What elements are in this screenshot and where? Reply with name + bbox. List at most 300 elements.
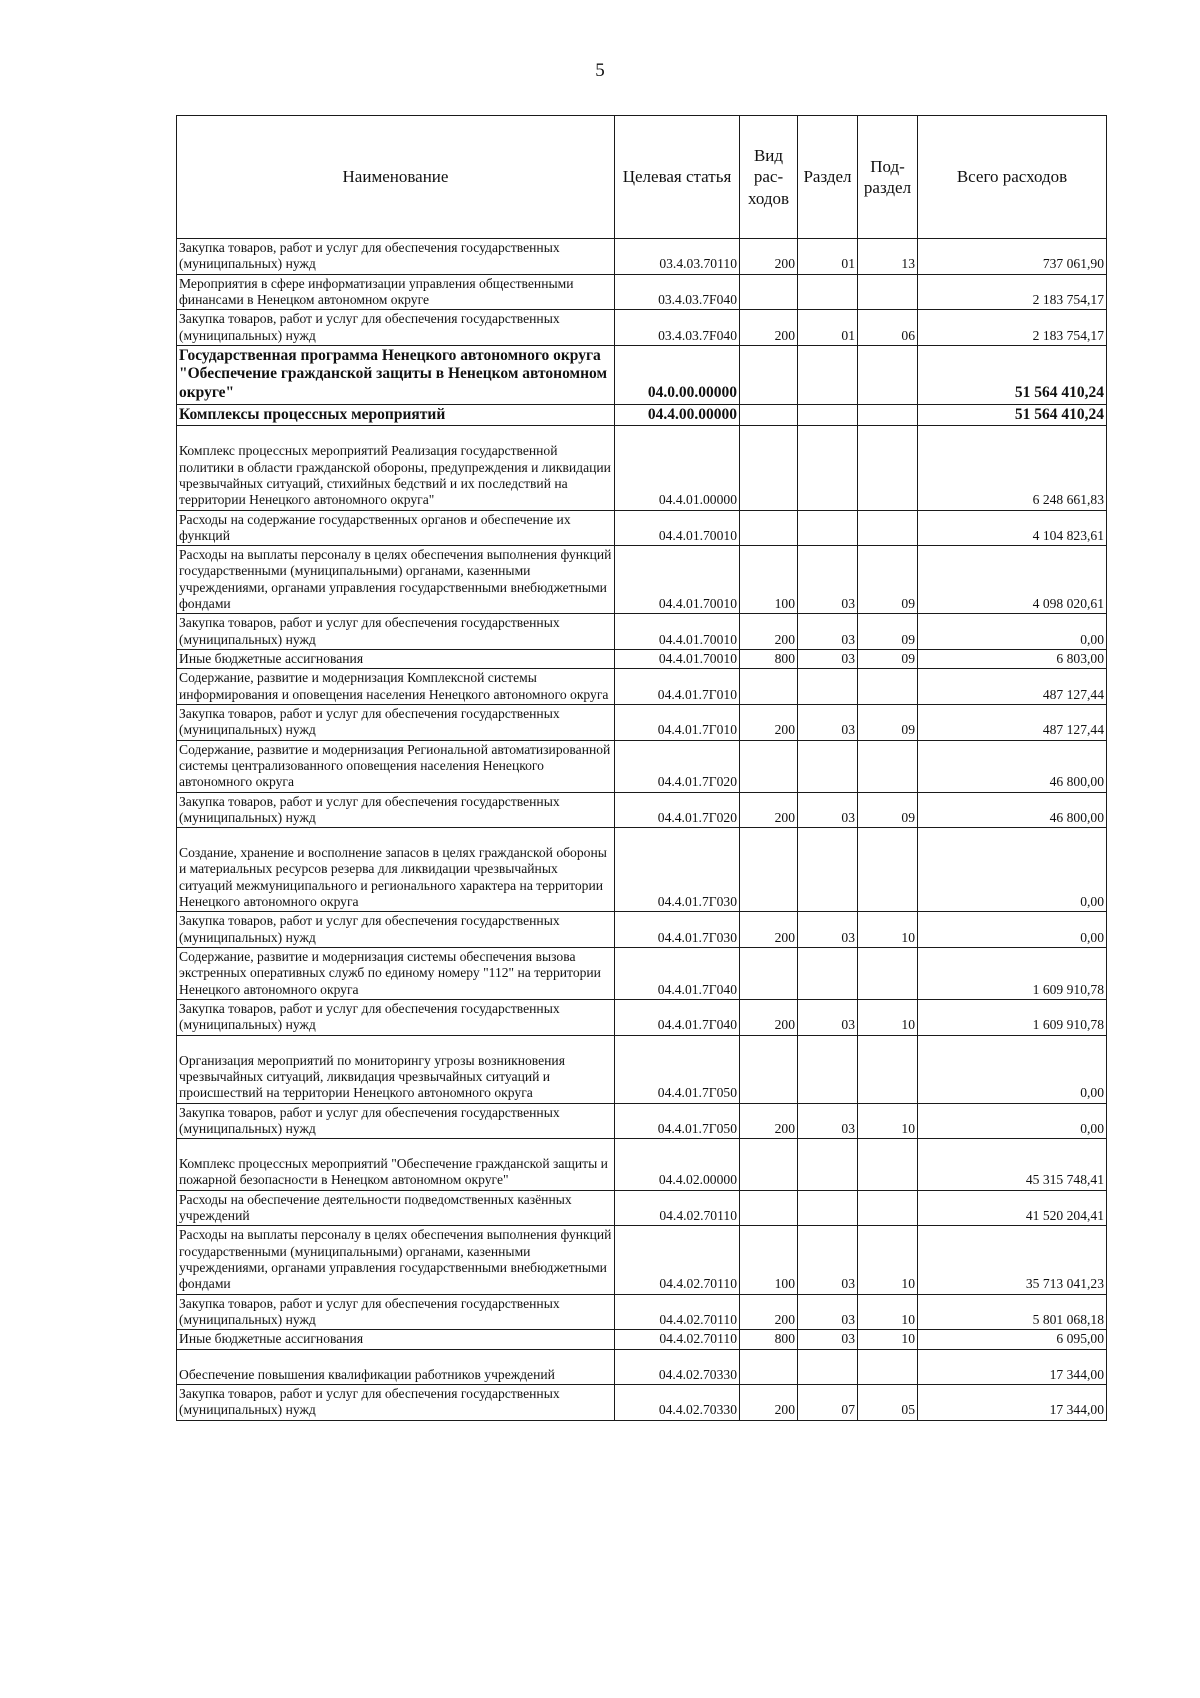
- cell-name: [177, 510, 615, 546]
- cell-target-article: [615, 1294, 740, 1330]
- cell-target-article-text: 04.4.01.7Г050: [657, 1120, 737, 1136]
- cell-section: [798, 1103, 858, 1139]
- cell-total: [918, 274, 1107, 310]
- table-row: [177, 999, 1107, 1035]
- cell-name-text: Комплекс процессных мероприятий "Обеспечение гражданской защиты и пожарной безопасности в Ненецком автономном округе": [179, 1156, 608, 1188]
- cell-subsection-text: 10: [901, 1017, 915, 1033]
- cell-name: [177, 948, 615, 1000]
- cell-target-article-text: 04.4.01.7Г020: [657, 774, 737, 790]
- cell-target-article-text: 04.4.01.7Г010: [657, 722, 737, 738]
- cell-subsection-text: 06: [901, 327, 915, 343]
- cell-expense-kind: [740, 792, 798, 828]
- table-row: [177, 546, 1107, 614]
- cell-target-article: [615, 792, 740, 828]
- cell-total-text: 2 183 754,17: [1032, 327, 1104, 343]
- cell-section: [798, 1384, 858, 1420]
- cell-total: [918, 1190, 1107, 1226]
- cell-expense-kind: [740, 948, 798, 1000]
- cell-total: [918, 740, 1107, 792]
- cell-name-text: Закупка товаров, работ и услуг для обеспечения государственных (муниципальных) нужд: [179, 240, 560, 272]
- cell-name: [177, 1294, 615, 1330]
- cell-expense-kind: [740, 1330, 798, 1349]
- cell-total: [918, 345, 1107, 404]
- cell-target-article-text: 04.4.01.70010: [658, 631, 737, 647]
- cell-target-article-text: 04.4.02.70110: [659, 1276, 737, 1292]
- cell-target-article-text: 04.4.02.70110: [659, 1208, 737, 1224]
- cell-target-article-text: 04.4.01.70010: [658, 596, 737, 612]
- cell-name-text: Закупка товаров, работ и услуг для обеспечения государственных (муниципальных) нужд: [179, 615, 560, 647]
- cell-total-text: 17 344,00: [1049, 1366, 1104, 1382]
- cell-subsection: [858, 650, 918, 669]
- cell-subsection: [858, 614, 918, 650]
- cell-name: [177, 1103, 615, 1139]
- cell-target-article: [615, 274, 740, 310]
- cell-target-article: [615, 614, 740, 650]
- cell-target-article: [615, 1103, 740, 1139]
- cell-name-text: Иные бюджетные ассигнования: [179, 1331, 364, 1347]
- cell-name-text: Содержание, развитие и модернизация Региональной автоматизированной системы централизованного оповещения населения Ненецкого автономного округа: [179, 741, 611, 790]
- cell-total: [918, 1139, 1107, 1191]
- cell-target-article: [615, 510, 740, 546]
- cell-section-text: 03: [841, 651, 855, 666]
- cell-total: [918, 546, 1107, 614]
- table-row: [177, 704, 1107, 740]
- table-row: [177, 345, 1107, 404]
- cell-total: [918, 310, 1107, 346]
- cell-target-article-text: 04.4.01.7Г040: [657, 981, 737, 997]
- cell-target-article: [615, 1139, 740, 1191]
- cell-total-text: 0,00: [1080, 1085, 1104, 1101]
- cell-name: [177, 1349, 615, 1384]
- cell-expense-kind: [740, 310, 798, 346]
- cell-total: [918, 704, 1107, 740]
- cell-section-text: 03: [841, 1017, 855, 1033]
- table-row: [177, 1384, 1107, 1420]
- cell-name: [177, 999, 615, 1035]
- cell-target-article-text: 04.4.02.70330: [658, 1402, 737, 1418]
- cell-expense-kind-text: 100: [774, 1276, 795, 1292]
- cell-name: [177, 740, 615, 792]
- cell-total: [918, 669, 1107, 705]
- cell-section-text: 03: [841, 809, 855, 825]
- cell-subsection-text: 09: [901, 651, 915, 666]
- cell-target-article: [615, 1349, 740, 1384]
- cell-total-text: 6 803,00: [1056, 651, 1104, 666]
- cell-section: [798, 274, 858, 310]
- cell-name-text: Обеспечение повышения квалификации работников учреждений: [179, 1366, 555, 1382]
- table-row: [177, 650, 1107, 669]
- cell-name: [177, 239, 615, 275]
- cell-section: [798, 345, 858, 404]
- cell-total-text: 487 127,44: [1042, 722, 1104, 738]
- cell-subsection: [858, 828, 918, 912]
- cell-total: [918, 828, 1107, 912]
- cell-name-text: Расходы на содержание государственных органов и обеспечение их функций: [179, 511, 571, 543]
- cell-expense-kind-text: 200: [774, 256, 795, 272]
- cell-expense-kind: [740, 740, 798, 792]
- cell-total-text: 17 344,00: [1049, 1402, 1104, 1418]
- cell-section: [798, 1226, 858, 1294]
- cell-section: [798, 1139, 858, 1191]
- cell-expense-kind-text: 200: [774, 722, 795, 738]
- cell-name: [177, 1139, 615, 1191]
- cell-target-article: [615, 999, 740, 1035]
- table-row: [177, 1330, 1107, 1349]
- cell-total: [918, 948, 1107, 1000]
- cell-subsection: [858, 1226, 918, 1294]
- cell-expense-kind: [740, 1294, 798, 1330]
- cell-section-text: 03: [841, 631, 855, 647]
- cell-subsection: [858, 740, 918, 792]
- cell-subsection: [858, 1190, 918, 1226]
- cell-subsection: [858, 1139, 918, 1191]
- cell-name: [177, 310, 615, 346]
- cell-total-text: 46 800,00: [1049, 774, 1104, 790]
- cell-name-text: Закупка товаров, работ и услуг для обеспечения государственных (муниципальных) нужд: [179, 311, 560, 343]
- cell-subsection: [858, 669, 918, 705]
- table-row: [177, 1139, 1107, 1191]
- cell-subsection: [858, 1103, 918, 1139]
- cell-total: [918, 1330, 1107, 1349]
- cell-name-text: Расходы на выплаты персоналу в целях обеспечения выполнения функций государственными (муниципальными) органами, казенными учреждениями, органами управления государственными внебюджетными фондами: [179, 1227, 612, 1292]
- cell-total-text: 0,00: [1080, 1120, 1104, 1136]
- cell-target-article: [615, 704, 740, 740]
- cell-name: [177, 704, 615, 740]
- cell-expense-kind-text: 200: [774, 327, 795, 343]
- cell-subsection-text: 13: [901, 256, 915, 272]
- cell-total: [918, 404, 1107, 426]
- cell-target-article: [615, 740, 740, 792]
- cell-expense-kind: [740, 546, 798, 614]
- cell-expense-kind: [740, 669, 798, 705]
- header-name: Наименование: [177, 116, 615, 239]
- cell-expense-kind: [740, 1139, 798, 1191]
- cell-section-text: 03: [841, 1311, 855, 1327]
- cell-section: [798, 828, 858, 912]
- cell-total: [918, 426, 1107, 510]
- cell-section: [798, 546, 858, 614]
- cell-total: [918, 1226, 1107, 1294]
- cell-total: [918, 1349, 1107, 1384]
- header-section: Раздел: [798, 116, 858, 239]
- cell-section-text: 07: [841, 1402, 855, 1418]
- cell-section: [798, 1190, 858, 1226]
- cell-name-text: Расходы на обеспечение деятельности подведомственных казённых учреждений: [179, 1191, 572, 1224]
- cell-subsection: [858, 404, 918, 426]
- cell-target-article: [615, 650, 740, 669]
- cell-total: [918, 1035, 1107, 1103]
- cell-subsection: [858, 546, 918, 614]
- cell-target-article: [615, 1190, 740, 1226]
- cell-expense-kind: [740, 1103, 798, 1139]
- cell-subsection: [858, 1294, 918, 1330]
- cell-name-text: Мероприятия в сфере информатизации управления общественными финансами в Ненецком автономном округе: [179, 275, 574, 307]
- cell-total-text: 45 315 748,41: [1025, 1172, 1104, 1188]
- cell-name: [177, 792, 615, 828]
- cell-name: [177, 426, 615, 510]
- cell-total-text: 2 183 754,17: [1032, 291, 1104, 307]
- cell-total-text: 5 801 068,18: [1032, 1311, 1104, 1327]
- cell-total: [918, 1103, 1107, 1139]
- cell-target-article: [615, 669, 740, 705]
- cell-target-article-text: 04.4.01.7Г010: [657, 686, 737, 702]
- cell-name-text: Содержание, развитие и модернизация Комплексной системы информирования и оповещения населения Ненецкого автономного округа: [179, 670, 609, 702]
- cell-total: [918, 614, 1107, 650]
- cell-subsection-text: 10: [901, 1331, 915, 1347]
- cell-total-text: 35 713 041,23: [1025, 1276, 1104, 1292]
- cell-subsection: [858, 948, 918, 1000]
- cell-total-text: 51 564 410,24: [1014, 405, 1104, 423]
- cell-expense-kind-text: 200: [774, 1120, 795, 1136]
- cell-total-text: 6 248 661,83: [1032, 492, 1104, 508]
- cell-subsection-text: 09: [901, 722, 915, 738]
- cell-section: [798, 404, 858, 426]
- cell-section: [798, 510, 858, 546]
- cell-name: [177, 546, 615, 614]
- cell-target-article-text: 04.4.02.00000: [658, 1172, 737, 1188]
- cell-name-text: Организация мероприятий по мониторингу угрозы возникновения чрезвычайных ситуаций, ликвидация чрезвычайных ситуаций и происшествий на территории Ненецкого автономного округа: [179, 1052, 565, 1101]
- cell-target-article-text: 03.4.03.7F040: [658, 291, 737, 307]
- table-row: [177, 740, 1107, 792]
- cell-subsection-text: 10: [901, 1120, 915, 1136]
- cell-name-text: Закупка товаров, работ и услуг для обеспечения государственных (муниципальных) нужд: [179, 793, 560, 825]
- cell-total: [918, 650, 1107, 669]
- table-row: [177, 426, 1107, 510]
- cell-name: [177, 1035, 615, 1103]
- cell-target-article-text: 03.4.03.70110: [659, 256, 737, 272]
- cell-name-text: Закупка товаров, работ и услуг для обеспечения государственных (муниципальных) нужд: [179, 1295, 560, 1327]
- cell-subsection: [858, 1349, 918, 1384]
- cell-total-text: 6 095,00: [1056, 1331, 1104, 1347]
- cell-total-text: 1 609 910,78: [1032, 1017, 1104, 1033]
- table-row: [177, 310, 1107, 346]
- table-row: [177, 1103, 1107, 1139]
- cell-section: [798, 1330, 858, 1349]
- table-body: [177, 239, 1107, 1421]
- cell-section: [798, 740, 858, 792]
- cell-total-text: 4 098 020,61: [1032, 596, 1104, 612]
- page-number: 5: [595, 60, 605, 81]
- cell-expense-kind-text: 800: [774, 651, 795, 666]
- cell-name-text: Создание, хранение и восполнение запасов в целях гражданской обороны и материальных ресурсов резерва для ликвидации чрезвычайных ситуаций межмуниципального и регионального характера на территории Ненецкого автономного округа: [179, 845, 607, 910]
- table-row: [177, 792, 1107, 828]
- cell-section-text: 03: [841, 1276, 855, 1292]
- table-row: [177, 1226, 1107, 1294]
- table-row: [177, 1349, 1107, 1384]
- cell-subsection: [858, 912, 918, 948]
- cell-name: [177, 650, 615, 669]
- cell-section: [798, 792, 858, 828]
- cell-expense-kind-text: 200: [774, 809, 795, 825]
- cell-target-article: [615, 828, 740, 912]
- cell-target-article: [615, 1226, 740, 1294]
- table-row: [177, 239, 1107, 275]
- cell-section: [798, 426, 858, 510]
- cell-section: [798, 1349, 858, 1384]
- table-row: [177, 614, 1107, 650]
- cell-total-text: 0,00: [1080, 929, 1104, 945]
- cell-name-text: Закупка товаров, работ и услуг для обеспечения государственных (муниципальных) нужд: [179, 1000, 560, 1033]
- budget-expenditure-table: [176, 115, 1107, 1421]
- table-row: [177, 948, 1107, 1000]
- cell-name-text: Расходы на выплаты персоналу в целях обеспечения выполнения функций государственными (муниципальными) органами, казенными учреждениями, органами управления государственными внебюджетными фондами: [179, 547, 612, 612]
- cell-expense-kind: [740, 912, 798, 948]
- cell-total: [918, 1384, 1107, 1420]
- cell-target-article-text: 04.4.01.00000: [658, 492, 737, 508]
- cell-expense-kind: [740, 404, 798, 426]
- cell-section: [798, 912, 858, 948]
- cell-target-article-text: 03.4.03.7F040: [658, 327, 737, 343]
- cell-name-text: Закупка товаров, работ и услуг для обеспечения государственных (муниципальных) нужд: [179, 1385, 560, 1418]
- cell-name-text: Иные бюджетные ассигнования: [179, 651, 364, 666]
- cell-name: [177, 345, 615, 404]
- cell-target-article-text: 04.4.00.00000: [647, 405, 737, 423]
- cell-target-article: [615, 1330, 740, 1349]
- cell-target-article-text: 04.4.01.7Г020: [657, 809, 737, 825]
- cell-name: [177, 669, 615, 705]
- cell-total: [918, 912, 1107, 948]
- cell-expense-kind-text: 200: [774, 1017, 795, 1033]
- cell-subsection: [858, 1035, 918, 1103]
- table-row: [177, 1294, 1107, 1330]
- cell-target-article-text: 04.4.01.7Г050: [657, 1085, 737, 1101]
- cell-section: [798, 650, 858, 669]
- cell-name-text: Закупка товаров, работ и услуг для обеспечения государственных (муниципальных) нужд: [179, 1104, 560, 1136]
- cell-section-text: 03: [841, 596, 855, 612]
- cell-name-text: Комплекс процессных мероприятий Реализация государственной политики в области гражданской обороны, предупреждения и ликвидации чрезвычайных ситуаций, стихийных бедствий и их последствий на территории Ненецкого автономного округа": [179, 443, 611, 508]
- header-expense-kind: Вид рас-ходов: [740, 116, 798, 239]
- cell-expense-kind-text: 200: [774, 1311, 795, 1327]
- cell-total-text: 4 104 823,61: [1032, 527, 1104, 543]
- cell-total: [918, 510, 1107, 546]
- cell-expense-kind: [740, 1226, 798, 1294]
- cell-subsection-text: 10: [901, 1311, 915, 1327]
- cell-subsection-text: 09: [901, 596, 915, 612]
- cell-expense-kind: [740, 239, 798, 275]
- cell-expense-kind-text: 200: [774, 631, 795, 647]
- cell-expense-kind-text: 800: [774, 1331, 795, 1347]
- cell-section: [798, 704, 858, 740]
- cell-expense-kind: [740, 510, 798, 546]
- cell-target-article: [615, 310, 740, 346]
- cell-total: [918, 792, 1107, 828]
- cell-subsection: [858, 345, 918, 404]
- cell-target-article: [615, 239, 740, 275]
- header-total-expenses: Всего расходов: [918, 116, 1107, 239]
- cell-subsection-text: 05: [901, 1402, 915, 1418]
- cell-total-text: 46 800,00: [1049, 809, 1104, 825]
- table-row: [177, 274, 1107, 310]
- cell-target-article-text: 04.4.01.7Г040: [657, 1017, 737, 1033]
- cell-expense-kind: [740, 274, 798, 310]
- cell-target-article: [615, 948, 740, 1000]
- cell-expense-kind: [740, 999, 798, 1035]
- cell-expense-kind: [740, 1035, 798, 1103]
- cell-total: [918, 1294, 1107, 1330]
- cell-total-text: 51 564 410,24: [1014, 384, 1104, 402]
- cell-section-text: 01: [841, 256, 855, 272]
- cell-expense-kind-text: 100: [774, 596, 795, 612]
- cell-name-text: Закупка товаров, работ и услуг для обеспечения государственных (муниципальных) нужд: [179, 913, 560, 945]
- cell-target-article: [615, 1035, 740, 1103]
- cell-subsection: [858, 510, 918, 546]
- cell-name-text: Закупка товаров, работ и услуг для обеспечения государственных (муниципальных) нужд: [179, 705, 560, 738]
- cell-target-article: [615, 546, 740, 614]
- cell-section-text: 03: [841, 1331, 855, 1347]
- cell-section-text: 03: [841, 929, 855, 945]
- cell-subsection: [858, 426, 918, 510]
- cell-subsection: [858, 239, 918, 275]
- cell-subsection: [858, 999, 918, 1035]
- cell-total-text: 1 609 910,78: [1032, 981, 1104, 997]
- cell-target-article-text: 04.0.00.00000: [647, 384, 737, 402]
- cell-target-article: [615, 404, 740, 426]
- cell-expense-kind: [740, 1384, 798, 1420]
- cell-expense-kind: [740, 1190, 798, 1226]
- cell-target-article-text: 04.4.02.70110: [659, 1331, 737, 1347]
- cell-target-article: [615, 426, 740, 510]
- cell-total: [918, 239, 1107, 275]
- cell-name-text: Содержание, развитие и модернизация системы обеспечения вызова экстренных оперативных служб по единому номеру "112" на территории Ненецкого автономного округа: [179, 949, 601, 997]
- table-row: [177, 510, 1107, 546]
- cell-target-article: [615, 912, 740, 948]
- cell-total-text: 41 520 204,41: [1025, 1208, 1104, 1224]
- table-header-row: [177, 116, 1107, 239]
- cell-section: [798, 1294, 858, 1330]
- cell-subsection: [858, 704, 918, 740]
- cell-target-article-text: 04.4.01.7Г030: [657, 894, 737, 910]
- cell-section: [798, 1035, 858, 1103]
- cell-expense-kind: [740, 426, 798, 510]
- header-subsection: Под-раздел: [858, 116, 918, 239]
- cell-expense-kind: [740, 614, 798, 650]
- cell-total-text: 0,00: [1080, 894, 1104, 910]
- cell-target-article-text: 04.4.01.70010: [658, 651, 737, 666]
- cell-total-text: 487 127,44: [1042, 686, 1104, 702]
- cell-target-article-text: 04.4.01.70010: [658, 527, 737, 543]
- cell-subsection: [858, 1330, 918, 1349]
- table-row: [177, 669, 1107, 705]
- cell-target-article-text: 04.4.02.70330: [658, 1366, 737, 1382]
- cell-section: [798, 310, 858, 346]
- cell-section: [798, 999, 858, 1035]
- table-row: [177, 1190, 1107, 1226]
- cell-section: [798, 239, 858, 275]
- cell-total-text: 0,00: [1080, 631, 1104, 647]
- cell-section-text: 03: [841, 1120, 855, 1136]
- cell-name: [177, 912, 615, 948]
- table-row: [177, 1035, 1107, 1103]
- cell-name: [177, 1384, 615, 1420]
- table-row: [177, 828, 1107, 912]
- table-row: [177, 404, 1107, 426]
- cell-total: [918, 999, 1107, 1035]
- cell-name: [177, 404, 615, 426]
- cell-section: [798, 669, 858, 705]
- cell-name: [177, 1226, 615, 1294]
- cell-name: [177, 1330, 615, 1349]
- cell-name-text: Комплексы процессных мероприятий: [179, 405, 446, 423]
- cell-subsection: [858, 274, 918, 310]
- cell-section: [798, 948, 858, 1000]
- cell-subsection-text: 10: [901, 929, 915, 945]
- cell-expense-kind-text: 200: [774, 929, 795, 945]
- cell-target-article: [615, 1384, 740, 1420]
- cell-target-article: [615, 345, 740, 404]
- cell-name: [177, 828, 615, 912]
- cell-expense-kind: [740, 828, 798, 912]
- cell-expense-kind-text: 200: [774, 1402, 795, 1418]
